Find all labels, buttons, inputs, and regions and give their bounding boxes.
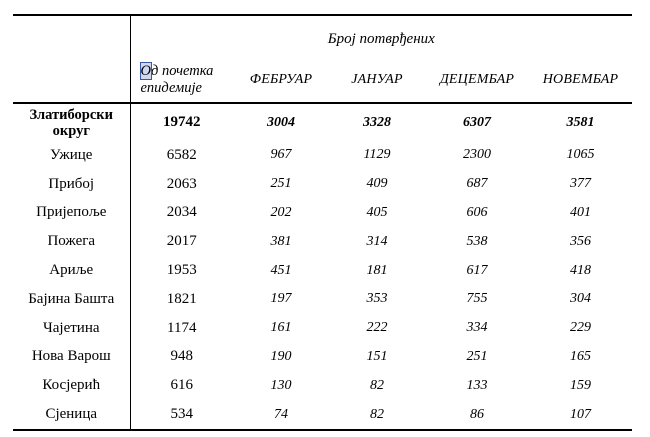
month-value-november: 356	[570, 233, 592, 249]
month-value-january: 405	[366, 204, 388, 220]
month-value-february: 451	[270, 262, 292, 278]
month-header-december: ДЕЦЕМБАР	[425, 58, 529, 103]
month-value-november: 304	[570, 291, 592, 307]
table-row	[13, 400, 632, 430]
municipality-name: Ужице	[13, 141, 130, 170]
month-value-december: 86	[425, 400, 529, 430]
since-start-header-text: д почетка епидемије	[140, 63, 214, 96]
month-value-november: 229	[570, 320, 592, 336]
table-row	[13, 314, 632, 343]
municipality-name: Нова Варош	[13, 343, 130, 372]
month-value-december: 687	[466, 176, 488, 192]
table-row	[13, 141, 632, 170]
month-value-november: 377	[570, 176, 592, 192]
table-header	[13, 15, 632, 103]
month-value-february: 190	[270, 348, 292, 364]
month-value-february: 74	[233, 400, 329, 430]
month-value-february: 130	[270, 377, 292, 393]
total-december: 6307	[463, 114, 491, 130]
month-value-january: 222	[366, 320, 388, 336]
since-start-value: 6582	[166, 146, 197, 163]
month-value-january: 1129	[363, 147, 391, 163]
table-row	[13, 371, 632, 400]
municipality-name: Пријепоље	[13, 199, 130, 228]
header-group-row	[13, 15, 632, 58]
header-empty-cell	[13, 58, 130, 103]
month-value-january: 353	[366, 291, 388, 307]
month-value-december: 334	[466, 320, 488, 336]
confirmed-group-header: Број потврђених	[130, 15, 632, 58]
header-corner-cell	[13, 15, 130, 58]
municipality-name: Чајетина	[13, 314, 130, 343]
total-february: 3004	[267, 114, 295, 130]
since-start-value: 1953	[166, 262, 197, 279]
month-value-january: 314	[366, 233, 388, 249]
since-start-value: 534	[130, 400, 233, 430]
table-row	[13, 199, 632, 228]
month-value-february: 161	[270, 320, 292, 336]
month-value-february: 967	[270, 147, 292, 163]
month-value-january: 181	[366, 262, 388, 278]
month-value-november: 401	[570, 204, 592, 220]
month-value-november: 165	[570, 348, 592, 364]
table-row	[13, 170, 632, 199]
table-row	[13, 227, 632, 256]
month-value-november: 159	[570, 377, 592, 393]
month-header-february: ФЕБРУАР	[233, 58, 329, 103]
municipality-name: Пожега	[13, 227, 130, 256]
month-value-february: 251	[270, 176, 292, 192]
since-start-value: 2017	[166, 233, 197, 250]
table-row	[13, 343, 632, 372]
month-value-december: 755	[466, 291, 488, 307]
month-value-january: 82	[370, 377, 384, 393]
since-start-value: 948	[170, 348, 193, 365]
table-row	[13, 285, 632, 314]
month-header-november: НОВЕМБАР	[529, 58, 632, 103]
month-value-february: 202	[270, 204, 292, 220]
month-value-december: 617	[466, 262, 488, 278]
header-columns-row	[13, 58, 632, 103]
covid-cases-table	[13, 14, 632, 431]
municipality-name: Ариље	[13, 256, 130, 285]
month-value-november: 1065	[566, 147, 595, 163]
month-value-february: 381	[270, 233, 292, 249]
table-row	[13, 256, 632, 285]
table-body	[13, 103, 632, 141]
month-value-december: 606	[466, 204, 488, 220]
since-start-value: 616	[170, 377, 193, 394]
total-november: 3581	[566, 114, 595, 130]
district-name: Златиборски округ	[13, 103, 130, 141]
month-value-february: 197	[270, 291, 292, 307]
month-value-december: 133	[466, 377, 488, 393]
since-start-value: 2063	[166, 175, 197, 192]
month-value-november: 107	[529, 400, 632, 430]
municipality-name: Прибој	[13, 170, 130, 199]
month-value-december: 2300	[463, 147, 491, 163]
municipality-name: Бајина Башта	[13, 285, 130, 314]
total-row	[13, 103, 632, 141]
since-start-value: 1821	[166, 290, 197, 307]
total-since-start: 19742	[163, 114, 201, 130]
since-start-value: 1174	[167, 319, 197, 336]
since-start-value: 2034	[166, 204, 197, 221]
month-value-november: 418	[570, 262, 592, 278]
month-header-january: ЈАНУАР	[329, 58, 425, 103]
total-january: 3328	[363, 114, 391, 130]
month-value-december: 251	[466, 348, 488, 364]
since-start-header	[130, 58, 233, 103]
month-value-january: 82	[329, 400, 425, 430]
municipality-rows	[13, 141, 632, 430]
month-value-january: 151	[366, 348, 388, 364]
municipality-name: Сјеница	[13, 400, 130, 430]
month-value-january: 409	[366, 176, 388, 192]
since-start-first-letter: О	[140, 63, 151, 79]
month-value-december: 538	[466, 233, 488, 249]
municipality-name: Косјерић	[13, 371, 130, 400]
